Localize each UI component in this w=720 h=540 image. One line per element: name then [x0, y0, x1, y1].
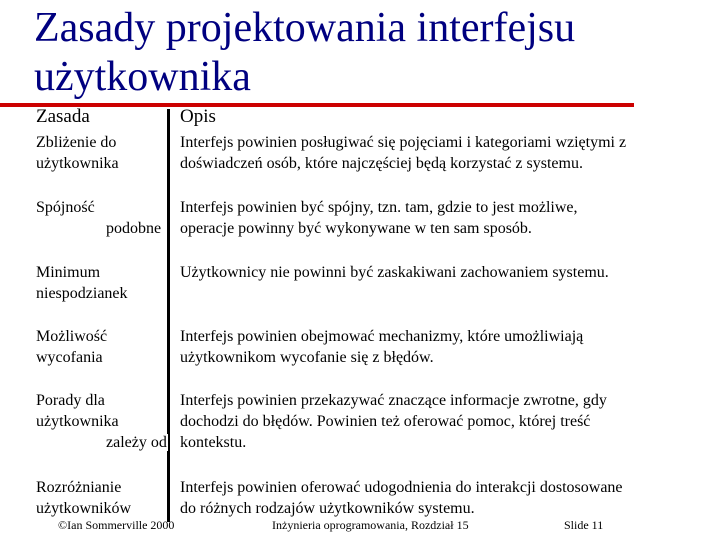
rule-name-line: wycofania	[36, 349, 103, 366]
title-underline	[0, 103, 634, 107]
rule-name	[36, 197, 95, 218]
rule-name-line: Zbliżenie do	[36, 134, 117, 151]
rule-description-line: operacje powinny być wykonywane w ten sam sposób.	[180, 220, 532, 237]
slide-title	[34, 4, 694, 102]
rule-description-line: Interfejs powinien posługiwać się pojęciami i kategoriami wziętymi z	[180, 134, 627, 151]
rule-description-line: do różnych rodzajów użytkowników systemu.	[180, 500, 475, 517]
rule-name-line: Minimum	[36, 264, 101, 281]
rule-description-line: Interfejs powinien przekazywać znaczące informacje zwrotne, gdy	[180, 392, 607, 409]
rule-description-line: Interfejs powinien być spójny, tzn. tam, gdzie to jest możliwe,	[180, 199, 578, 216]
rule-description-line: Interfejs powinien oferować udogodnienia do interakcji dostosowane	[180, 479, 623, 496]
footer-copyright: ©Ian Sommerville 2000	[58, 518, 175, 532]
rule-name	[36, 132, 119, 174]
rule-name	[36, 262, 128, 304]
rule-description-line: Interfejs powinien obejmować mechanizmy, które umożliwiają	[180, 328, 584, 345]
rule-name	[36, 390, 119, 432]
rule-description	[180, 390, 607, 453]
rule-description	[180, 477, 623, 519]
rule-description-spill	[106, 218, 162, 239]
rule-name-line: użytkownika	[36, 155, 119, 172]
rule-description-line: doświadczeń osób, które najczęściej będą korzystać z systemu.	[180, 155, 583, 172]
slide-title-line-1: Zasady projektowania interfejsu	[34, 5, 576, 51]
rule-description-line: kontekstu.	[180, 434, 247, 451]
rule-description-line: użytkownikom wycofanie się z błędów.	[180, 349, 434, 366]
rule-name-line: użytkownika	[36, 413, 119, 430]
rule-description-spill-text: zależy od	[106, 434, 167, 451]
header-description: Opis	[180, 106, 216, 127]
rule-description	[180, 132, 626, 174]
rule-name	[36, 326, 107, 368]
rule-description	[180, 326, 583, 368]
rule-description-line: Użytkownicy nie powinni być zaskakiwani zachowaniem systemu.	[180, 264, 609, 281]
slide-title-line-2: użytkownika	[34, 54, 251, 100]
rule-description	[180, 197, 578, 239]
header-rule: Zasada	[36, 106, 90, 127]
rule-description-line: dochodzi do błędów. Powinien też oferować pomoc, której treść	[180, 413, 591, 430]
rule-name-line: użytkowników	[36, 500, 132, 517]
rule-name-line: Rozróżnianie	[36, 479, 122, 496]
column-divider	[167, 109, 170, 522]
rule-description	[180, 262, 609, 283]
rule-name-line: Możliwość	[36, 328, 108, 345]
rule-name-line: Spójność	[36, 199, 95, 216]
rule-description-spill	[106, 432, 168, 453]
footer-slide-number: Slide 11	[564, 518, 604, 532]
rule-name	[36, 477, 131, 519]
rule-name-line: Porady dla	[36, 392, 105, 409]
rule-description-spill-text: podobne	[106, 220, 162, 237]
rule-name-line: niespodzianek	[36, 285, 128, 302]
footer-course: Inżynieria oprogramowania, Rozdział 15	[272, 518, 469, 532]
